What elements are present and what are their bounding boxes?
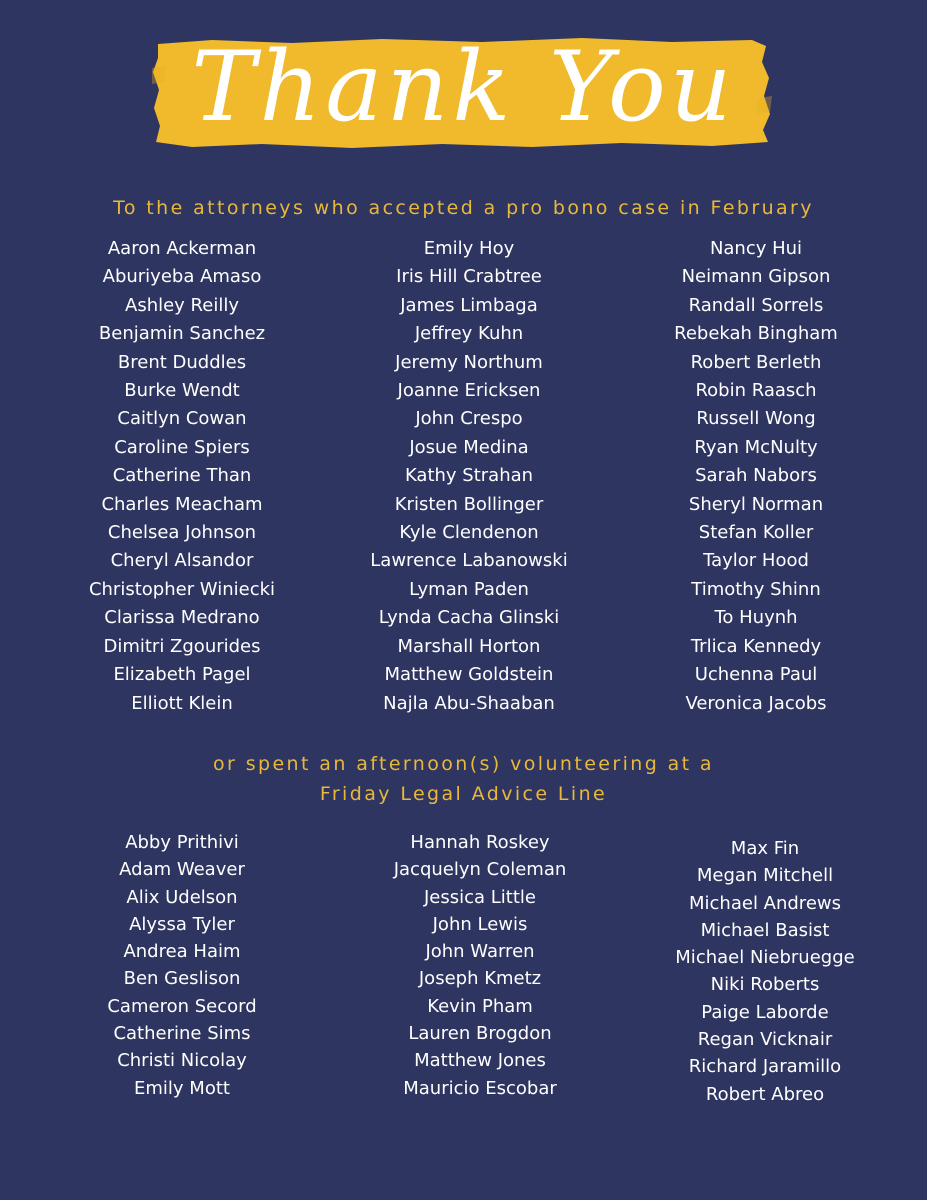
attorney-name: Rebekah Bingham [674, 323, 838, 345]
volunteers-column-3 [635, 835, 895, 1108]
volunteer-name: Niki Roberts [710, 974, 820, 996]
attorney-name: To Huynh [714, 607, 798, 629]
volunteer-name: Ben Geslison [123, 968, 241, 990]
volunteer-name: Regan Vicknair [697, 1029, 833, 1051]
attorney-name: Stefan Koller [698, 522, 814, 544]
attorney-name: Cheryl Alsandor [110, 550, 254, 572]
attorney-name: Ryan McNulty [694, 436, 818, 458]
attorney-name: Iris Hill Crabtree [396, 266, 542, 288]
volunteer-name: Joseph Kmetz [418, 968, 542, 990]
attorneys-column-3 [626, 235, 886, 718]
attorney-name: Brent Duddles [117, 351, 247, 373]
attorney-name: Russell Wong [696, 408, 816, 430]
volunteer-name: Andrea Haim [123, 941, 241, 963]
volunteer-name: Emily Mott [134, 1077, 230, 1099]
attorney-name: Veronica Jacobs [685, 692, 827, 714]
volunteer-name: Lauren Brogdon [408, 1023, 552, 1045]
attorney-name: Najla Abu-Shaaban [383, 692, 555, 714]
volunteer-name: Michael Andrews [689, 892, 841, 914]
attorneys-column-1 [52, 235, 312, 718]
attorney-name: Burke Wendt [124, 380, 240, 402]
attorney-name: Nancy Hui [709, 238, 803, 259]
attorney-name: Kathy Strahan [404, 465, 534, 487]
volunteer-name: Max Fin [730, 838, 800, 859]
attorney-name: Charles Meacham [101, 493, 263, 515]
volunteer-name: John Lewis [432, 913, 528, 935]
attorney-name: Aburiyeba Amaso [102, 266, 262, 288]
volunteer-name: Adam Weaver [119, 859, 245, 881]
attorney-name: Jeremy Northum [395, 351, 543, 373]
attorney-name: James Limbaga [400, 294, 538, 316]
volunteers-column-1 [52, 829, 312, 1102]
attorney-name: Ashley Reilly [125, 294, 239, 316]
attorney-name: Robin Raasch [695, 380, 817, 402]
attorney-name: John Crespo [415, 408, 523, 430]
volunteers-heading-line-1: or spent an afternoon(s) volunteering at a [213, 753, 714, 775]
volunteer-name: Robert Abreo [705, 1083, 825, 1105]
attorney-name: Emily Hoy [423, 238, 515, 259]
attorney-name: Aaron Ackerman [107, 238, 257, 259]
attorney-name: Neimann Gipson [681, 266, 831, 288]
attorney-name: Joanne Ericksen [397, 380, 541, 402]
attorney-name: Lawrence Labanowski [370, 550, 568, 572]
thank-you-title: Thank You [191, 31, 736, 143]
attorneys-heading: To the attorneys who accepted a pro bono case in February [113, 197, 814, 219]
volunteer-name: Alix Udelson [126, 886, 238, 908]
volunteer-name: Kevin Pham [427, 995, 533, 1017]
attorney-name: Catherine Than [112, 465, 252, 487]
attorney-name: Chelsea Johnson [107, 522, 257, 544]
volunteer-name: Abby Prithivi [125, 832, 239, 853]
attorney-name: Matthew Goldstein [384, 664, 554, 686]
attorney-name: Dimitri Zgourides [103, 635, 261, 657]
attorney-name: Lynda Cacha Glinski [378, 607, 560, 629]
attorney-name: Kristen Bollinger [394, 493, 544, 515]
attorney-name: Sheryl Norman [688, 493, 824, 515]
attorney-name: Clarissa Medrano [104, 607, 260, 629]
attorney-name: Elizabeth Pagel [113, 664, 251, 686]
volunteers-heading [0, 749, 927, 809]
attorney-name: Trlica Kennedy [690, 635, 822, 657]
volunteer-name: Alyssa Tyler [129, 913, 235, 935]
volunteer-name: Catherine Sims [113, 1023, 251, 1045]
volunteer-name: Mauricio Escobar [403, 1077, 557, 1099]
volunteer-name: Michael Basist [700, 919, 830, 941]
attorney-name: Elliott Klein [131, 692, 233, 714]
attorney-name: Jeffrey Kuhn [414, 323, 524, 345]
volunteer-name: Megan Mitchell [696, 865, 834, 887]
attorney-name: Benjamin Sanchez [98, 323, 266, 345]
volunteer-name: Jacquelyn Coleman [393, 859, 567, 881]
attorney-name: Christopher Winiecki [88, 578, 276, 600]
attorney-name: Josue Medina [409, 436, 529, 458]
volunteer-name: Christi Nicolay [117, 1050, 247, 1072]
attorney-name: Uchenna Paul [694, 664, 818, 686]
attorney-name: Randall Sorrels [688, 294, 824, 316]
attorney-name: Timothy Shinn [691, 578, 821, 600]
volunteer-name: Cameron Secord [107, 995, 257, 1017]
attorney-name: Caitlyn Cowan [117, 408, 247, 430]
attorneys-column-2 [339, 235, 599, 718]
attorney-name: Taylor Hood [703, 550, 809, 572]
volunteers-heading-line-2: Friday Legal Advice Line [319, 783, 608, 805]
volunteer-name: Paige Laborde [701, 1001, 829, 1023]
attorney-name: Caroline Spiers [114, 436, 250, 458]
attorney-name: Kyle Clendenon [399, 522, 539, 544]
attorney-name: Robert Berleth [690, 351, 822, 373]
volunteer-name: Richard Jaramillo [688, 1056, 842, 1078]
volunteer-name: Matthew Jones [414, 1050, 546, 1072]
attorney-name: Lyman Paden [409, 578, 529, 600]
volunteer-name: Jessica Little [423, 886, 536, 908]
volunteer-name: John Warren [425, 941, 535, 963]
attorney-name: Sarah Nabors [695, 465, 817, 487]
volunteer-name: Hannah Roskey [410, 832, 550, 853]
volunteer-name: Michael Niebruegge [675, 947, 855, 969]
attorney-name: Marshall Horton [397, 635, 541, 657]
volunteers-column-2 [350, 829, 610, 1102]
